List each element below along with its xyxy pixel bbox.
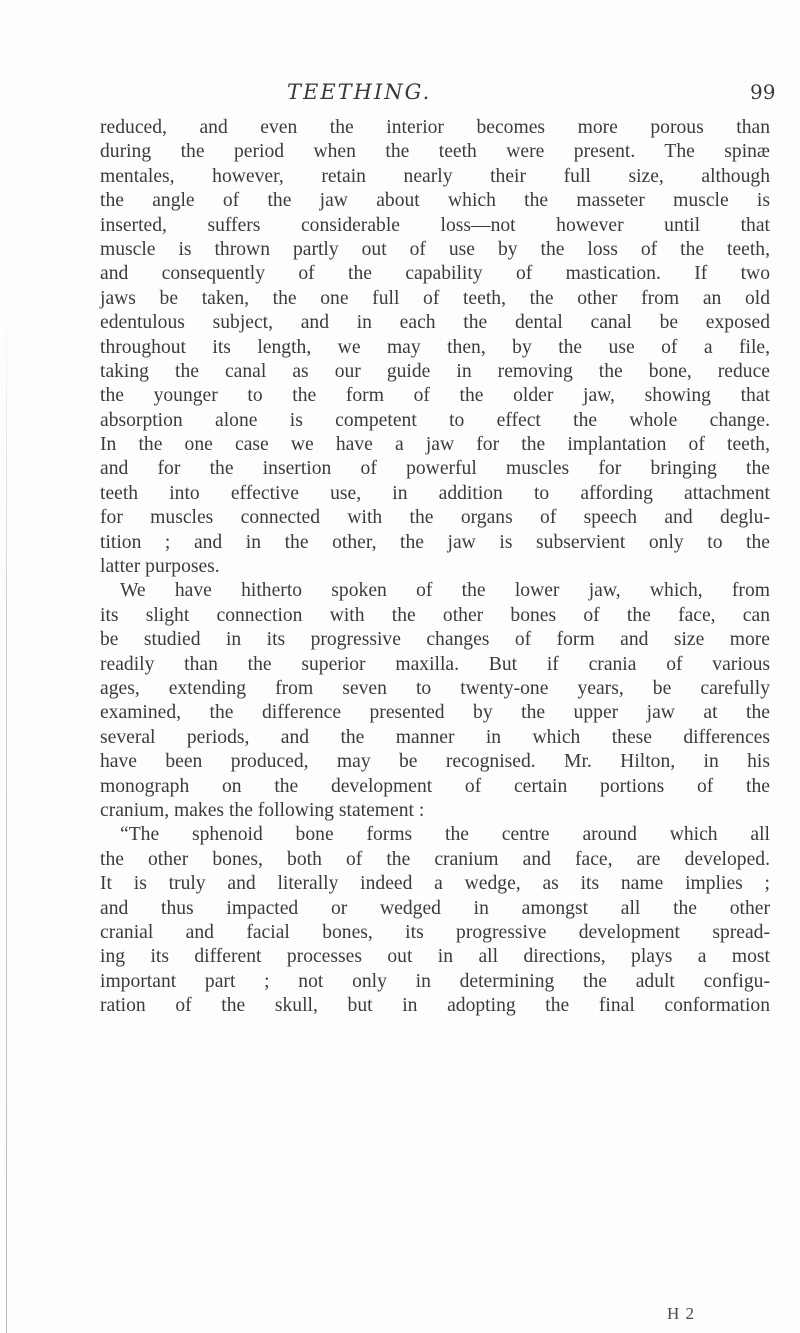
signature-mark: H 2 <box>667 1304 696 1323</box>
paragraph-start-line: We have hitherto spoken of the lower jaw, which, from <box>120 580 770 602</box>
text-line: be studied in its progressive changes of form and size more <box>100 629 770 651</box>
text-line: In the one case we have a jaw for the implantation of teeth, <box>100 434 770 456</box>
text-line: the younger to the form of the older jaw, showing that <box>100 385 770 407</box>
text-line: taking the canal as our guide in removing the bone, reduce <box>100 360 770 382</box>
text-line: readily than the superior maxilla. But if crania of various <box>100 653 770 675</box>
text-line: teeth into effective use, in addition to affording attachment <box>100 482 770 504</box>
text-line: throughout its length, we may then, by the use of a file, <box>100 336 770 358</box>
text-line: ration of the skull, but in adopting the final conformation <box>100 995 770 1017</box>
text-line: important part ; not only in determining the adult configu- <box>100 970 770 992</box>
text-line: monograph on the development of certain portions of the <box>100 775 770 797</box>
paragraph-end-line: cranium, makes the following statement : <box>100 799 425 821</box>
text-line: ing its different processes out in all directions, plays a most <box>100 946 770 968</box>
page-gutter-shadow <box>6 300 7 1333</box>
text-line: during the period when the teeth were present. The spinæ <box>100 141 770 163</box>
text-line: for muscles connected with the organs of speech and deglu- <box>100 507 770 529</box>
page-number: 99 <box>750 80 776 104</box>
text-line: mentales, however, retain nearly their full size, although <box>100 165 770 187</box>
text-line: several periods, and the manner in which these differences <box>100 726 770 748</box>
text-line: tition ; and in the other, the jaw is subservient only to the <box>100 531 770 553</box>
text-line: and for the insertion of powerful muscles for bringing the <box>100 458 770 480</box>
text-line: absorption alone is competent to effect the whole change. <box>100 409 770 431</box>
text-line: jaws be taken, the one full of teeth, the other from an old <box>100 287 770 309</box>
paragraph-end-line: latter purposes. <box>100 556 220 578</box>
text-line: its slight connection with the other bones of the face, can <box>100 604 770 626</box>
running-head <box>0 80 800 110</box>
text-line: ages, extending from seven to twenty-one years, be carefully <box>100 677 770 699</box>
text-line: the other bones, both of the cranium and face, are developed. <box>100 848 770 870</box>
running-head-title: TEETHING. <box>287 80 432 104</box>
text-line: It is truly and literally indeed a wedge, as its name implies ; <box>100 873 770 895</box>
text-line: examined, the difference presented by the upper jaw at the <box>100 702 770 724</box>
text-line: the angle of the jaw about which the masseter muscle is <box>100 190 770 212</box>
text-line: muscle is thrown partly out of use by the loss of the teeth, <box>100 238 770 260</box>
quote-start-line: “The sphenoid bone forms the centre around which all <box>120 824 770 846</box>
text-line: and thus impacted or wedged in amongst all the other <box>100 897 770 919</box>
text-line: reduced, and even the interior becomes more porous than <box>100 117 770 138</box>
body-text <box>100 116 770 1018</box>
text-line: cranial and facial bones, its progressive development spread- <box>100 921 770 943</box>
text-line: edentulous subject, and in each the dental canal be exposed <box>100 312 770 334</box>
text-line: have been produced, may be recognised. Mr. Hilton, in his <box>100 751 770 773</box>
text-line: and consequently of the capability of mastication. If two <box>100 263 770 285</box>
text-line: inserted, suffers considerable loss—not however until that <box>100 214 770 236</box>
